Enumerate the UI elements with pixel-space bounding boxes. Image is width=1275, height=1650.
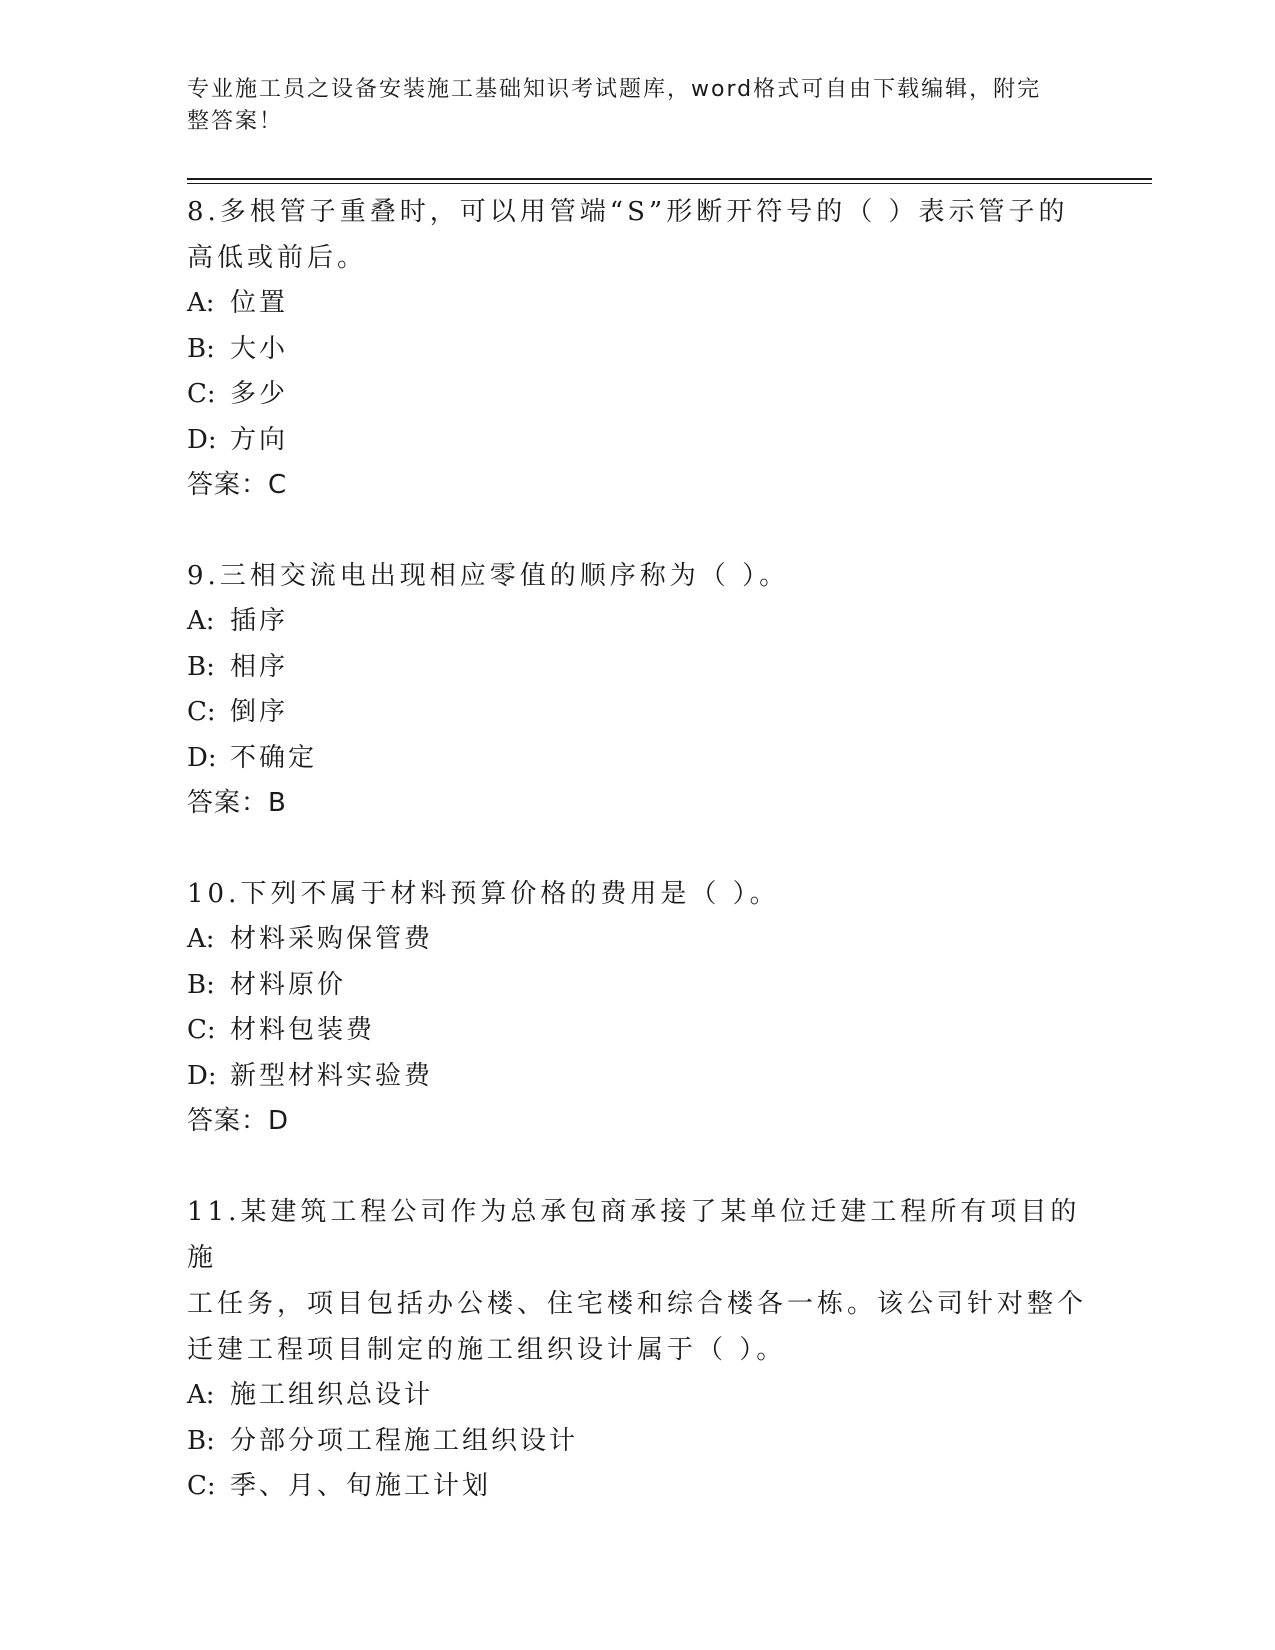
option-a [187,917,1087,963]
header-line-1: 专业施工员之设备安装施工基础知识考试题库，word格式可自由下载编辑，附完 [187,77,1042,102]
header-line-2: 整答案！ [187,109,284,134]
option-text: 季、月、旬施工计划 [230,1471,492,1501]
option-text: 材料包装费 [230,1015,376,1045]
option-a [187,1373,1087,1419]
option-a [187,599,1087,645]
answer-line: 答案：D [187,1106,290,1136]
document-header [187,74,1067,138]
option-b [187,963,1087,1009]
question-11 [187,1189,1087,1510]
answer-line: 答案：C [187,470,288,500]
option-text: 施工组织总设计 [230,1380,434,1410]
option-text: 相序 [230,651,289,682]
option-letter: B: [187,969,215,1000]
question-stem-line: 工任务，项目包括办公楼、住宅楼和综合楼各一栋。该公司针对整个 [187,1289,1088,1319]
question-10 [187,871,1087,1144]
option-b [187,1419,1087,1465]
option-text: 材料原价 [230,969,347,1000]
question-stem-line: 8.多根管子重叠时，可以用管端“S”形断开符号的（ ）表示管子的 [187,197,1069,227]
option-letter: C: [187,697,216,727]
option-letter: D: [187,1060,217,1091]
question-stem-line: 高低或前后。 [187,243,368,273]
option-letter: B: [187,651,215,682]
question-8 [187,189,1087,508]
option-letter: A: [187,606,215,636]
option-text: 插序 [230,606,289,636]
answer-line: 答案：B [187,788,287,818]
option-text: 大小 [230,333,289,364]
option-c [187,690,1087,736]
option-d [187,1054,1087,1100]
option-letter: B: [187,1425,215,1456]
option-letter: D: [187,424,217,455]
option-c [187,1008,1087,1054]
question-list [187,189,1087,1555]
option-text: 不确定 [230,742,318,773]
option-letter: C: [187,1471,216,1501]
option-text: 多少 [230,379,289,409]
option-text: 材料采购保管费 [230,924,434,954]
option-c [187,1464,1087,1510]
option-b [187,327,1087,373]
option-letter: C: [187,379,216,409]
option-letter: A: [187,924,215,954]
question-stem-line: 10.下列不属于材料预算价格的费用是（ ）。 [187,879,780,909]
option-letter: C: [187,1015,216,1045]
option-text: 倒序 [230,697,289,727]
option-text: 新型材料实验费 [230,1060,434,1091]
header-divider-thick [187,178,1152,180]
option-text: 位置 [230,288,289,318]
option-d [187,736,1087,782]
option-a [187,281,1087,327]
option-text: 分部分项工程施工组织设计 [230,1425,579,1456]
question-stem-line: 9.三相交流电出现相应零值的顺序称为（ ）。 [187,561,790,591]
option-text: 方向 [230,424,289,455]
question-stem-line: 11.某建筑工程公司作为总承包商承接了某单位迁建工程所有项目的施 [187,1197,1081,1273]
option-letter: D: [187,742,217,773]
question-9 [187,553,1087,826]
option-b [187,645,1087,691]
question-stem-line: 迁建工程项目制定的施工组织设计属于（ ）。 [187,1335,787,1365]
option-letter: A: [187,288,215,318]
option-c [187,372,1087,418]
header-divider-thin [187,183,1152,184]
option-d [187,418,1087,464]
option-letter: A: [187,1380,215,1410]
option-letter: B: [187,333,215,364]
